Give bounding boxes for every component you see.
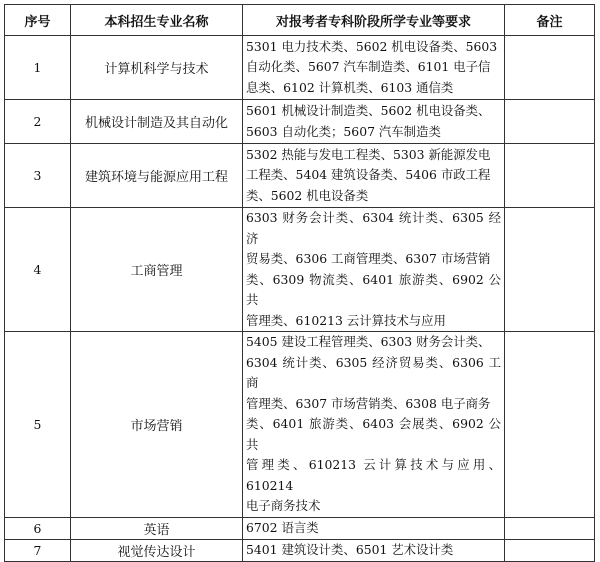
header-row [5,5,595,36]
requirement-line: 类、6401 旅游类、6403 会展类、6902 公共 [246,416,501,452]
row-requirement [243,332,505,518]
requirement-line: 自动化类、5607 汽车制造类、6101 电子信 [246,59,491,75]
row-note [505,208,595,332]
table-row [5,517,595,539]
requirement-line: 5405 建设工程管理类、6303 财务会计类、 [246,334,491,349]
requirement-line: 5301 电力技术类、5602 机电设备类、5603 [246,38,498,54]
row-requirement [243,517,505,539]
row-index: 7 [5,539,71,561]
requirement-line: 5401 建筑设计类、6501 艺术设计类 [246,541,454,557]
row-major: 计算机科学与技术 [71,36,243,100]
row-index: 5 [5,332,71,518]
row-note [505,36,595,100]
requirement-line: 类、5602 机电设备类 [246,187,369,203]
table-row [5,208,595,332]
major-requirements-table [4,4,595,562]
row-major: 市场营销 [71,332,243,518]
row-index: 6 [5,517,71,539]
requirement-line: 类、6309 物流类、6401 旅游类、6902 公共 [246,271,501,307]
requirement-line: 5302 热能与发电工程类、5303 新能源发电 [246,146,491,162]
row-index: 4 [5,208,71,332]
row-index: 1 [5,36,71,100]
row-index: 3 [5,144,71,208]
table-row [5,144,595,208]
row-note [505,539,595,561]
row-requirement [243,36,505,100]
header-major: 本科招生专业名称 [71,5,243,36]
requirement-line: 工程类、5404 建筑设备类、5406 市政工程 [246,167,491,183]
requirement-line: 5601 机械设计制造类、5602 机电设备类、 [246,103,491,118]
requirement-line: 6303 财务会计类、6304 统计类、6305 经济 [246,210,501,246]
table-row [5,100,595,144]
row-major: 建筑环境与能源应用工程 [71,144,243,208]
requirement-line: 6304 统计类、6305 经济贸易类、6306 工商 [246,354,501,390]
table-row [5,332,595,518]
row-requirement [243,100,505,144]
requirement-line: 息类、6102 计算机类、6103 通信类 [246,79,454,95]
requirement-line: 管理类、6307 市场营销类、6308 电子商务 [246,395,491,411]
requirement-line: 6702 语言类 [246,519,319,535]
row-requirement [243,208,505,332]
header-note: 备注 [505,5,595,36]
row-requirement [243,144,505,208]
row-major: 英语 [71,517,243,539]
header-index: 序号 [5,5,71,36]
table-row [5,539,595,561]
table-row [5,36,595,100]
header-requirement: 对报考者专科阶段所学专业等要求 [243,5,505,36]
requirement-line: 电子商务技术 [246,498,321,513]
requirement-line: 管理类、610213 云计算技术与应用、610214 [246,457,501,493]
row-requirement [243,539,505,561]
requirement-line: 5603 自动化类；5607 汽车制造类 [246,123,441,139]
row-note [505,100,595,144]
requirement-line: 管理类、610213 云计算技术与应用 [246,312,446,328]
row-index: 2 [5,100,71,144]
requirement-line: 贸易类、6306 工商管理类、6307 市场营销 [246,251,491,266]
row-major: 工商管理 [71,208,243,332]
row-note [505,144,595,208]
row-major: 视觉传达设计 [71,539,243,561]
row-note [505,332,595,518]
row-major: 机械设计制造及其自动化 [71,100,243,144]
row-note [505,517,595,539]
